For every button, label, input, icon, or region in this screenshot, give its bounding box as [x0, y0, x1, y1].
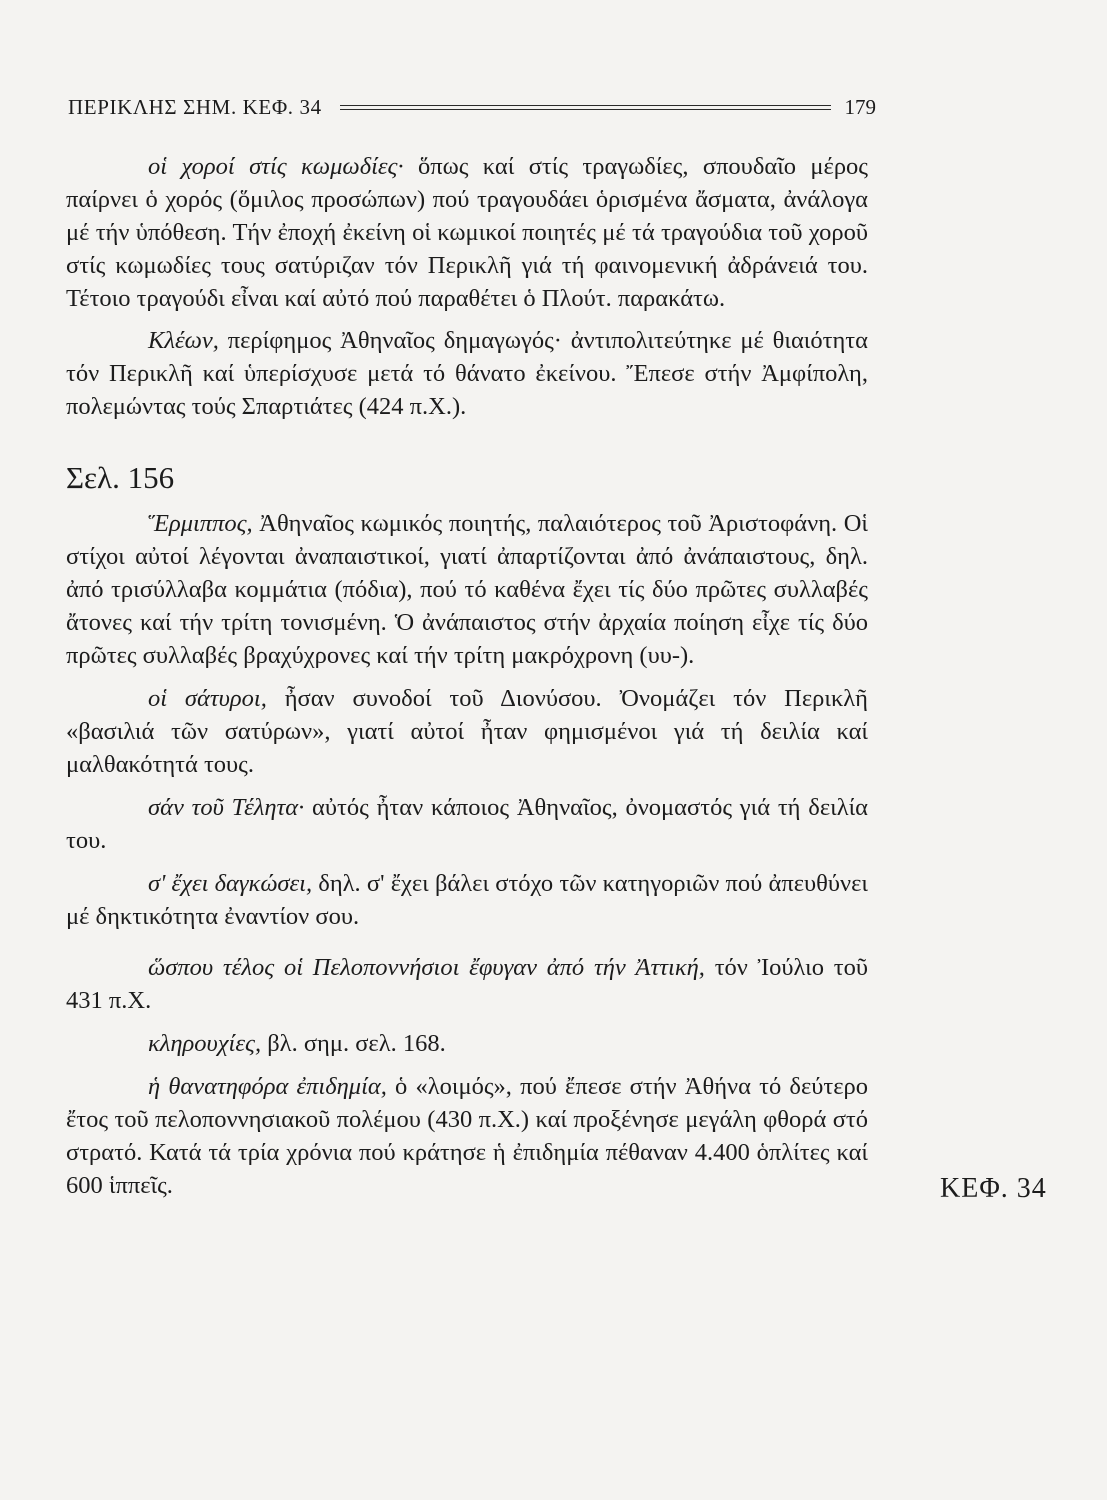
note-term: ὥσπου τέλος οἱ Πελοποννήσιοι ἔφυγαν ἀπό τήν Ἀττική,: [148, 954, 705, 982]
note-text: περίφημος Ἀθηναῖος δημαγωγός· ἀντιπολιτεύτηκε μέ θιαιότητα τόν Περικλῆ καί ὑπερίσχυσε μετά τό θάνατο ἐκείνου. Ἔπεσε στήν Ἀμφίπολη, πολεμώντας τούς Σπαρτιάτες (424 π.Χ.).: [66, 327, 868, 420]
section-heading: Σελ. 156: [66, 460, 175, 495]
note-text: ὁ «λοιμός», πού ἔπεσε στήν Ἀθήνα τό δεύτερο ἔτος τοῦ πελοποννησιακοῦ πολέμου (430 π.Χ.) καί προξένησε μεγάλη φθορά στό στρατό. Κατά τά τρία χρόνια πού κράτησε ἡ ἐπιδημία πέθαναν 4.400 ὁπλίτες καί 600 ἱππεῖς.: [66, 1073, 869, 1200]
note-text: δηλ. σ' ἔχει βάλει στόχο τῶν κατηγοριῶν πού ἀπευθύνει μέ δηκτικότητα ἐναντίον σου.: [66, 870, 868, 931]
note-term: Ἕρμιππος,: [148, 510, 253, 538]
note-paragraph: [66, 1070, 868, 1202]
note-text: Ἀθηναῖος κωμικός ποιητής, παλαιότερος τοῦ Ἀριστοφάνη. Οἱ στίχοι αὐτοί λέγονται ἀναπαιστικοί, γιατί ἀπαρτίζονται ἀπό ἀνάπαιστους, δηλ. ἀπό τρισύλλαβα κομμάτια (πόδια), πού τό καθένα ἔχει τίς δύο πρῶτες συλλαβές ἄτονες καί τήν τρίτη τονισμένη. Ὁ ἀνάπαιστος στήν ἀρχαία ποίηση εἶχε τίς δύο πρῶτες συλλαβές βραχύχρονες καί τήν τρίτη μακρόχρονη (υυ-).: [66, 510, 868, 670]
note-paragraph: [66, 507, 868, 672]
note-text: τόν Ἰούλιο τοῦ 431 π.Χ.: [66, 954, 868, 1015]
note-paragraph: [66, 867, 868, 933]
chapter-margin-label: ΚΕΦ. 34: [940, 1173, 1047, 1204]
note-text: ἦσαν συνοδοί τοῦ Διονύσου. Ὀνομάζει τόν Περικλῆ «βασιλιά τῶν σατύρων», γιατί αὐτοί ἦταν φημισμένοι γιά τή δειλία καί μαλθακότητά τους.: [66, 685, 868, 779]
note-paragraph: [66, 150, 868, 315]
note-text: αὐτός ἦταν κάποιος Ἀθηναῖος, ὀνομαστός γιά τή δειλία του.: [66, 794, 869, 855]
note-text: ὅπως καί στίς τραγωδίες, σπουδαῖο μέρος παίρνει ὁ χορός (ὅμιλος προσώπων) πού τραγουδάει ὁρισμένα ἄσματα, ἀνάλογα μέ τήν ὑπόθεση. Τήν ἐποχή ἐκείνη οἱ κωμικοί ποιητές μέ τά τραγούδια τοῦ χοροῦ στίς κωμωδίες τους σατύριζαν τόν Περικλῆ γιά τή φαινομενική ἀδράνειά του. Τέτοιο τραγούδι εἶναι καί αὐτό πού παραθέτει ὁ Πλούτ. παρακάτω.: [66, 153, 868, 312]
note-paragraph: [66, 682, 868, 781]
note-term: Κλέων,: [148, 327, 219, 354]
note-paragraph: [66, 791, 868, 857]
note-term: σάν τοῦ Τέλητα·: [148, 794, 305, 822]
note-paragraph: [66, 1027, 868, 1060]
note-term: σ' ἔχει δαγκώσει,: [148, 870, 313, 898]
page-body: [66, 150, 868, 1212]
note-term: ἡ θανατηφόρα ἐπιδημία,: [148, 1073, 387, 1101]
note-term: κληρουχίες,: [148, 1030, 262, 1058]
page-number: 179: [844, 95, 876, 119]
header-double-rule: [340, 105, 831, 110]
running-head: ΠΕΡΙΚΛΗΣ ΣΗΜ. ΚΕΦ. 34: [68, 95, 322, 119]
note-term: οἱ σάτυροι,: [148, 685, 267, 713]
note-paragraph: [66, 951, 868, 1017]
note-term: οἱ χοροί στίς κωμωδίες·: [148, 153, 404, 180]
note-text: βλ. σημ. σελ. 168.: [261, 1030, 446, 1058]
page-header: [68, 86, 876, 118]
note-paragraph: [66, 324, 868, 423]
